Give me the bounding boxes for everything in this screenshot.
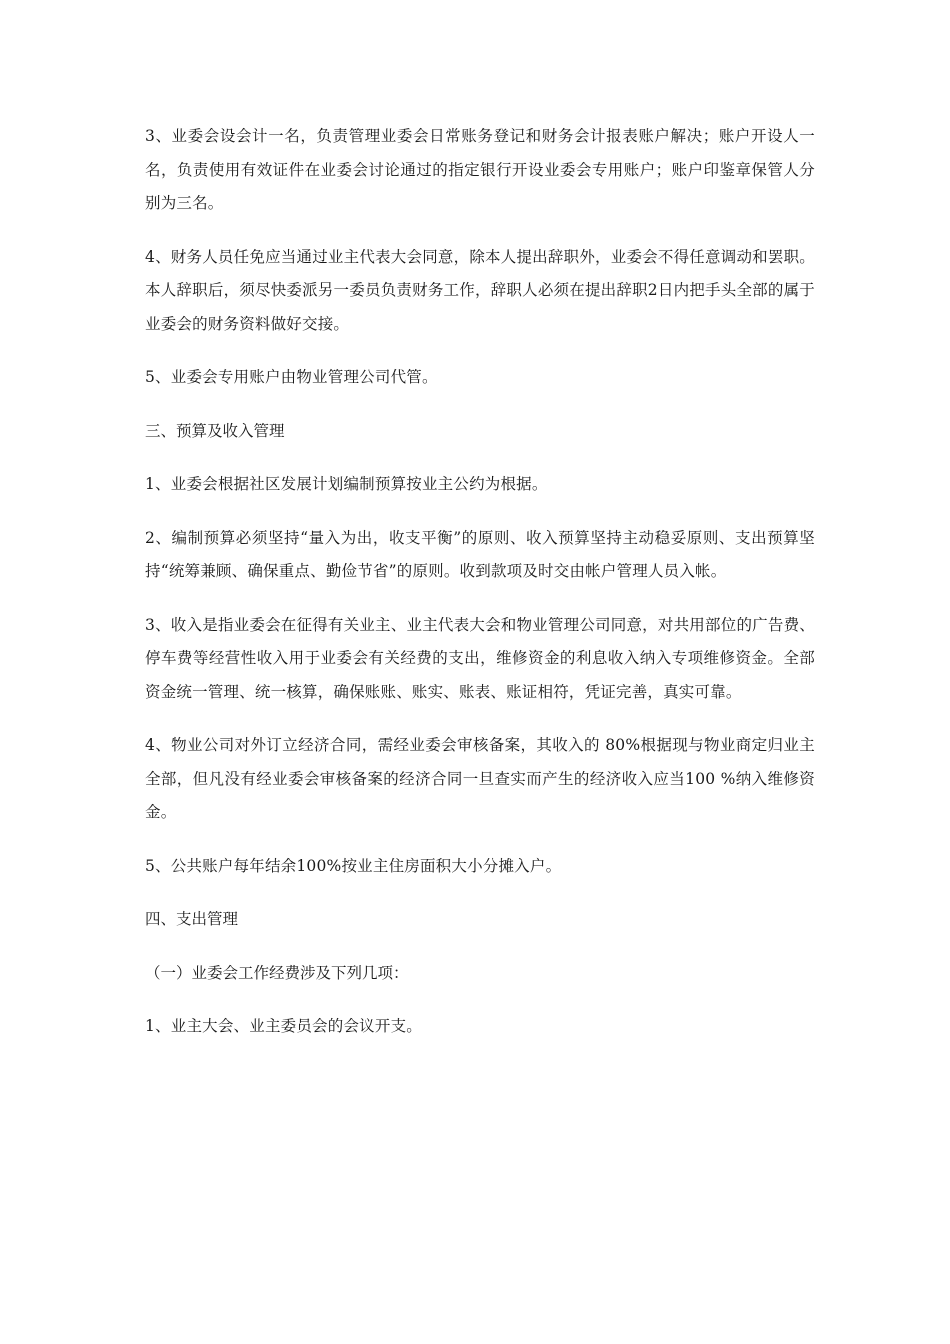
document-body (145, 120, 815, 1064)
paragraph-economic-contracts: 4、物业公司对外订立经济合同，需经业委会审核备案，其收入的 80%根据现与物业商定归业主全部，但凡没有经业委会审核备案的经济合同一旦查实而产生的经济收入应当100 %纳入维修资金。 (145, 736, 815, 821)
paragraph-accountant-roles: 3、业委会设会计一名，负责管理业委会日常账务登记和财务会计报表账户解决；账户开设人一名，负责使用有效证件在业委会讨论通过的指定银行开设业委会专用账户；账户印鉴章保管人分别为三名。 (145, 127, 815, 212)
paragraph-income-definition: 3、收入是指业委会在征得有关业主、业主代表大会和物业管理公司同意，对共用部位的广告费、停车费等经营性收入用于业委会有关经费的支出，维修资金的利息收入纳入专项维修资金。全部资金统一管理、统一核算，确保账账、账实、账表、账证相符，凭证完善，真实可靠。 (145, 615, 815, 701)
paragraph-budget-basis: 1、业委会根据社区发展计划编制预算按业主公约为根据。 (145, 475, 548, 493)
paragraph-account-custody: 5、业委会专用账户由物业管理公司代管。 (145, 368, 438, 386)
paragraph-annual-surplus: 5、公共账户每年结余100%按业主住房面积大小分摊入户。 (145, 856, 562, 875)
section-heading-budget-income: 三、预算及收入管理 (145, 421, 285, 440)
paragraph-budget-principles: 2、编制预算必须坚持“量入为出，收支平衡”的原则、收入预算坚持主动稳妥原则、支出预算坚持“统筹兼顾、确保重点、勤俭节省”的原则。收到款项及时交由帐户管理人员入帐。 (145, 528, 815, 580)
paragraph-finance-staff-appointment: 4、财务人员任免应当通过业主代表大会同意，除本人提出辞职外，业委会不得任意调动和罢职。本人辞职后，须尽快委派另一委员负责财务工作，辞职人必须在提出辞职2日内把手头全部的属于业委会的财务资料做好交接。 (145, 247, 815, 333)
paragraph-meeting-expenses: 1、业主大会、业主委员会的会议开支。 (145, 1017, 422, 1035)
subsection-heading-work-funds: （一）业委会工作经费涉及下列几项： (145, 963, 409, 982)
section-heading-expenditure: 四、支出管理 (145, 910, 239, 928)
